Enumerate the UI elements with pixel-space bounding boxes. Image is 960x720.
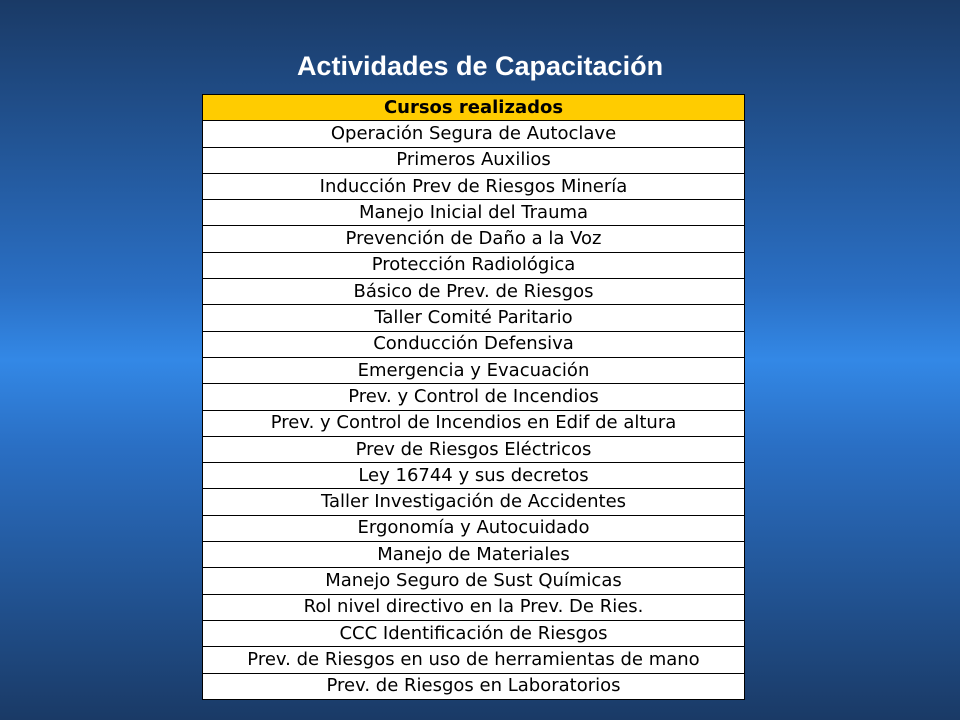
slide-title: Actividades de Capacitación xyxy=(296,51,664,81)
table-row xyxy=(203,279,745,305)
course-name-cell: Conducción Defensiva xyxy=(203,331,745,357)
course-name-cell: Prev. y Control de Incendios xyxy=(203,384,745,410)
course-name-cell: Ergonomía y Autocuidado xyxy=(203,515,745,541)
course-name-cell: Manejo Seguro de Sust Químicas xyxy=(203,568,745,594)
table-row xyxy=(203,463,745,489)
course-name-cell: Prev de Riesgos Eléctricos xyxy=(203,436,745,462)
table-row xyxy=(203,436,745,462)
courses-table xyxy=(202,94,745,700)
table-row xyxy=(203,384,745,410)
table-row xyxy=(203,252,745,278)
course-name-cell: Protección Radiológica xyxy=(203,252,745,278)
table-row xyxy=(203,331,745,357)
table-row xyxy=(203,568,745,594)
course-name-cell: Prev. de Riesgos en uso de herramientas de mano xyxy=(203,647,745,673)
course-name-cell: Taller Investigación de Accidentes xyxy=(203,489,745,515)
course-name-cell: Ley 16744 y sus decretos xyxy=(203,463,745,489)
table-row xyxy=(203,620,745,646)
course-name-cell: Inducción Prev de Riesgos Minería xyxy=(203,173,745,199)
table-row xyxy=(203,489,745,515)
course-name-cell: Operación Segura de Autoclave xyxy=(203,121,745,147)
course-name-cell: Primeros Auxilios xyxy=(203,147,745,173)
table-row xyxy=(203,515,745,541)
course-name-cell: Prev. de Riesgos en Laboratorios xyxy=(203,673,745,699)
table-row xyxy=(203,647,745,673)
table-header-cursos-realizados: Cursos realizados xyxy=(203,95,745,121)
course-name-cell: Emergencia y Evacuación xyxy=(203,357,745,383)
table-row xyxy=(203,147,745,173)
table-row xyxy=(203,121,745,147)
course-name-cell: Rol nivel directivo en la Prev. De Ries. xyxy=(203,594,745,620)
table-row xyxy=(203,542,745,568)
table-row xyxy=(203,410,745,436)
table-row xyxy=(203,200,745,226)
table-row xyxy=(203,357,745,383)
course-name-cell: CCC Identificación de Riesgos xyxy=(203,620,745,646)
table-row xyxy=(203,173,745,199)
course-name-cell: Manejo Inicial del Trauma xyxy=(203,200,745,226)
table-row xyxy=(203,226,745,252)
table-header-row xyxy=(203,95,745,121)
table-row xyxy=(203,305,745,331)
course-name-cell: Prevención de Daño a la Voz xyxy=(203,226,745,252)
table-row xyxy=(203,594,745,620)
courses-table-body xyxy=(203,121,745,700)
course-name-cell: Básico de Prev. de Riesgos xyxy=(203,279,745,305)
table-row xyxy=(203,673,745,699)
course-name-cell: Prev. y Control de Incendios en Edif de altura xyxy=(203,410,745,436)
course-name-cell: Manejo de Materiales xyxy=(203,542,745,568)
course-name-cell: Taller Comité Paritario xyxy=(203,305,745,331)
